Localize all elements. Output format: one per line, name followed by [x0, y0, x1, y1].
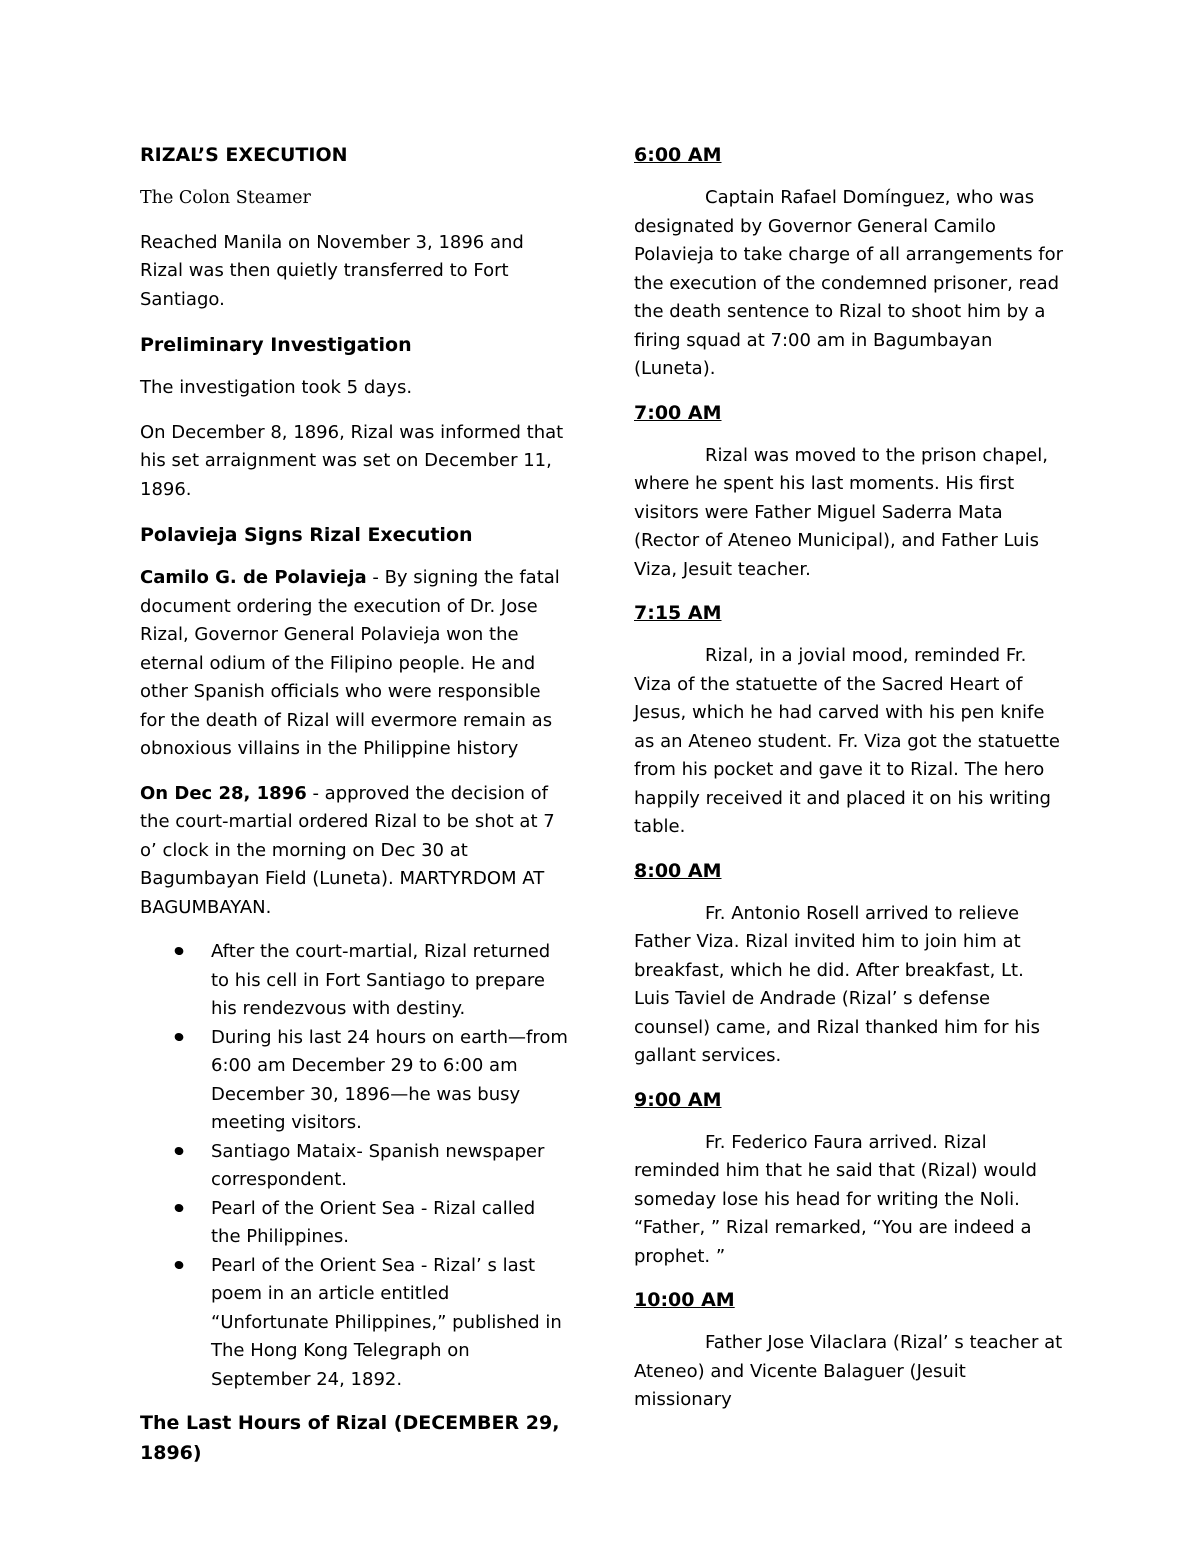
- time-label: 10:00 AM: [634, 1289, 735, 1311]
- time-entry-text: Rizal, in a jovial mood, reminded Fr. Viza of the statuette of the Sacred Heart of Jesus, which he had carved with his pen knife as an Ateneo student. Fr. Viza got the statuette from his pocket and gave it to Rizal. The hero happily received it and placed it on his writing table.: [634, 645, 1060, 837]
- time-label: 7:00 AM: [634, 401, 722, 424]
- list-item: During his last 24 hours on earth—from 6:00 am December 29 to 6:00 am December 30, 1896—he was busy meeting visitors.: [211, 1024, 570, 1138]
- list-item: After the court-martial, Rizal returned to his cell in Fort Santiago to prepare his rendezvous with destiny.: [211, 938, 570, 1024]
- polavieja-name: Camilo G. de Polavieja: [140, 567, 367, 588]
- section-heading-polavieja: Polavieja Signs Rizal Execution: [140, 524, 473, 546]
- subtitle: The Colon Steamer: [140, 188, 311, 208]
- time-heading: [634, 598, 1064, 628]
- dec28-text: - approved the decision of the court-martial ordered Rizal to be shot at 7 o’ clock in the morning on Dec 30 at Bagumbayan Field (Luneta). MARTYRDOM AT BAGUMBAYAN.: [140, 782, 555, 918]
- time-entry-text: Rizal was moved to the prison chapel, where he spent his last moments. His first visitors were Father Miguel Saderra Mata (Rector of Ateneo Municipal), and Father Luis Viza, Jesuit teacher.: [634, 444, 1048, 580]
- left-column: [140, 140, 570, 1482]
- list-item: Santiago Mataix- Spanish newspaper correspondent.: [211, 1138, 570, 1195]
- time-label: 8:00 AM: [634, 859, 722, 882]
- polavieja-text: - By signing the fatal document ordering the execution of Dr. Jose Rizal, Governor General Polavieja won the eternal odium of the Filipino people. He and other Spanish officials who were responsible for the death of Rizal will evermore remain as obnoxious villains in the Philippine history: [140, 567, 560, 759]
- time-entry-text: Fr. Federico Faura arrived. Rizal reminded him that he said that (Rizal) would someday lose his head for writing the Noli. “Father, ” Rizal remarked, “You are indeed a prophet. ”: [634, 1131, 1037, 1267]
- time-entry-text: Captain Rafael Domínguez, who was designated by Governor General Camilo Polavieja to take charge of all arrangements for the execution of the condemned prisoner, read the death sentence to Rizal to shoot him by a firing squad at 7:00 am in Bagumbayan (Luneta).: [634, 187, 1064, 379]
- intro-paragraph: Reached Manila on November 3, 1896 and Rizal was then quietly transferred to Fort Santiago.: [140, 231, 524, 310]
- page-title: RIZAL’S EXECUTION: [140, 144, 348, 166]
- bullet-list: [140, 938, 570, 1394]
- paragraph-polavieja: [140, 564, 570, 764]
- time-heading: [634, 140, 1064, 170]
- time-label: 7:15 AM: [634, 602, 722, 624]
- paragraph-investigation: The investigation took 5 days.: [140, 377, 413, 398]
- time-label: 9:00 AM: [634, 1088, 722, 1111]
- dec28-date: On Dec 28, 1896: [140, 782, 307, 804]
- time-entry-text: Fr. Antonio Rosell arrived to relieve Father Viza. Rizal invited him to join him at breakfast, which he did. After breakfast, Lt. Luis Taviel de Andrade (Rizal’ s defense counsel) came, and Rizal thanked him for his gallant services.: [634, 902, 1041, 1066]
- time-label: 6:00 AM: [634, 144, 722, 166]
- time-heading: [634, 1285, 1064, 1315]
- section-heading-preliminary: Preliminary Investigation: [140, 334, 412, 356]
- time-heading: [634, 856, 1064, 886]
- section-heading-last-hours: The Last Hours of Rizal (DECEMBER 29, 1896): [140, 1412, 560, 1464]
- paragraph-dec28: [140, 780, 570, 923]
- time-entry-text: Father Jose Vilaclara (Rizal’ s teacher at Ateneo) and Vicente Balaguer (Jesuit missionary: [634, 1332, 1063, 1410]
- paragraph-arraignment: On December 8, 1896, Rizal was informed that his set arraignment was set on December 11, 1896.: [140, 421, 564, 500]
- list-item: Pearl of the Orient Sea - Rizal called the Philippines.: [211, 1195, 570, 1252]
- list-item: Pearl of the Orient Sea - Rizal’ s last poem in an article entitled “Unfortunate Philippines,” published in The Hong Kong Telegraph on September 24, 1892.: [211, 1252, 570, 1395]
- right-column: [634, 140, 1064, 1429]
- time-heading: [634, 1085, 1064, 1115]
- time-heading: [634, 398, 1064, 428]
